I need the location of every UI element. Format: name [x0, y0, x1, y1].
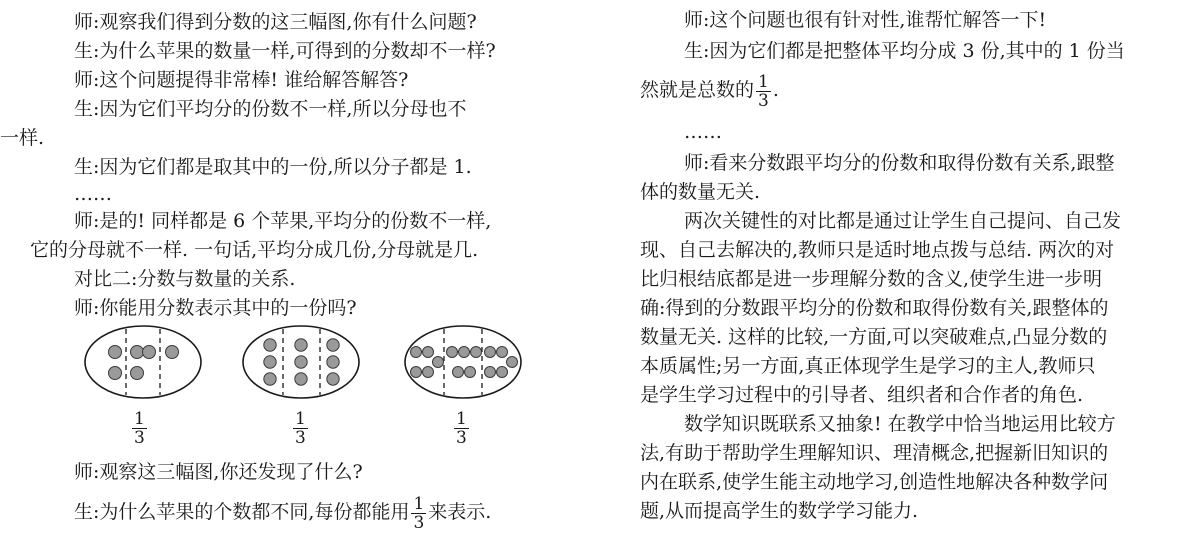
text-line: 数学知识既联系又抽象! 在教学中恰当地运用比较方 — [684, 413, 1116, 435]
text-segment: 来表示. — [428, 501, 492, 523]
text-line: 内在联系,使学生能主动地学习,创造性地解决各种数学问 — [640, 471, 1109, 493]
text-line: 师:观察这三幅图,你还发现了什么? — [74, 461, 363, 483]
text-line: 确:得到的分数跟平均分的份数和取得份数有关,跟整体的 — [640, 297, 1109, 319]
text-line: 生:因为它们都是取其中的一份,所以分子都是 1. — [74, 156, 472, 178]
apple-icon — [109, 346, 122, 380]
text-segment: 生:因为它们平均分的份数不一样,所以分母也不 — [74, 98, 467, 120]
text-line: 生:因为它们都是把整体平均分成 3 份,其中的 1 份当 — [684, 40, 1125, 62]
text-segment: 生:为什么苹果的个数都不同,每份都能用 — [74, 501, 410, 523]
apple-figure-2 — [240, 323, 362, 401]
text-line — [74, 494, 491, 532]
text-line — [640, 70, 779, 110]
text-segment: . — [772, 79, 779, 101]
text-segment: 然就是总数的 — [640, 79, 755, 101]
apple-figure-3 — [402, 323, 524, 401]
text-line: 本质属性;另一方面,真正体现学生是学习的主人,教师只 — [640, 355, 1096, 377]
text-line: 两次关键性的对比都是通过让学生自己提问、自己发 — [684, 210, 1122, 232]
text-line: 师:是的! 同样都是 6 个苹果,平均分的份数不一样, — [74, 210, 492, 232]
text-line: 师:这个问题提得非常棒! 谁给解答解答? — [74, 69, 409, 91]
inline-fraction: $\frac{1}{3}$ — [758, 71, 769, 111]
figure-fraction: $\frac{1}{3}$ — [295, 409, 306, 448]
text-line: 现、自己去解决的,教师只是适时地点拨与总结. 两次的对 — [640, 239, 1115, 261]
section-heading: 对比二:分数与数量的关系. — [74, 268, 296, 290]
ellipsis: …… — [74, 183, 112, 205]
text-line: 师:这个问题也很有针对性,谁帮忙解答一下! — [684, 9, 1047, 31]
text-line: 生:为什么苹果的数量一样,可得到的分数却不一样? — [74, 40, 496, 62]
figure-fraction: $\frac{1}{3}$ — [456, 409, 467, 448]
text-line: 师:你能用分数表示其中的一份吗? — [74, 297, 357, 319]
text-line: 师:观察我们得到分数的这三幅图,你有什么问题? — [74, 11, 477, 33]
text-line: 一样. — [0, 127, 45, 149]
text-line: 它的分母就不一样. 一句话,平均分成几份,分母就是几. — [30, 239, 479, 261]
apple-figure-1 — [82, 323, 204, 401]
text-line: 法,有助于帮助学生理解知识、理清概念,把握新旧知识的 — [640, 442, 1109, 464]
text-line: 题,从而提高学生的数学学习能力. — [640, 500, 919, 522]
inline-fraction: $\frac{1}{3}$ — [413, 493, 425, 533]
text-line: 数量无关. 这样的比较,一方面,可以突破难点,凸显分数的 — [640, 326, 1108, 348]
apple-icon — [131, 346, 156, 359]
apple-icon — [411, 347, 518, 378]
text-line: 体的数量无关. — [640, 181, 761, 203]
ellipsis: …… — [684, 121, 722, 143]
figure-fraction: $\frac{1}{3}$ — [134, 409, 145, 448]
text-line: 是学生学习过程中的引导者、组织者和合作者的角色. — [640, 384, 1084, 406]
apple-icon — [264, 339, 339, 385]
text-line: 比归根结底都是进一步理解分数的含义,使学生进一步明 — [640, 268, 1103, 290]
text-line — [74, 95, 595, 123]
text-line: 师:看来分数跟平均分的份数和取得份数有关系,跟整 — [684, 152, 1115, 174]
